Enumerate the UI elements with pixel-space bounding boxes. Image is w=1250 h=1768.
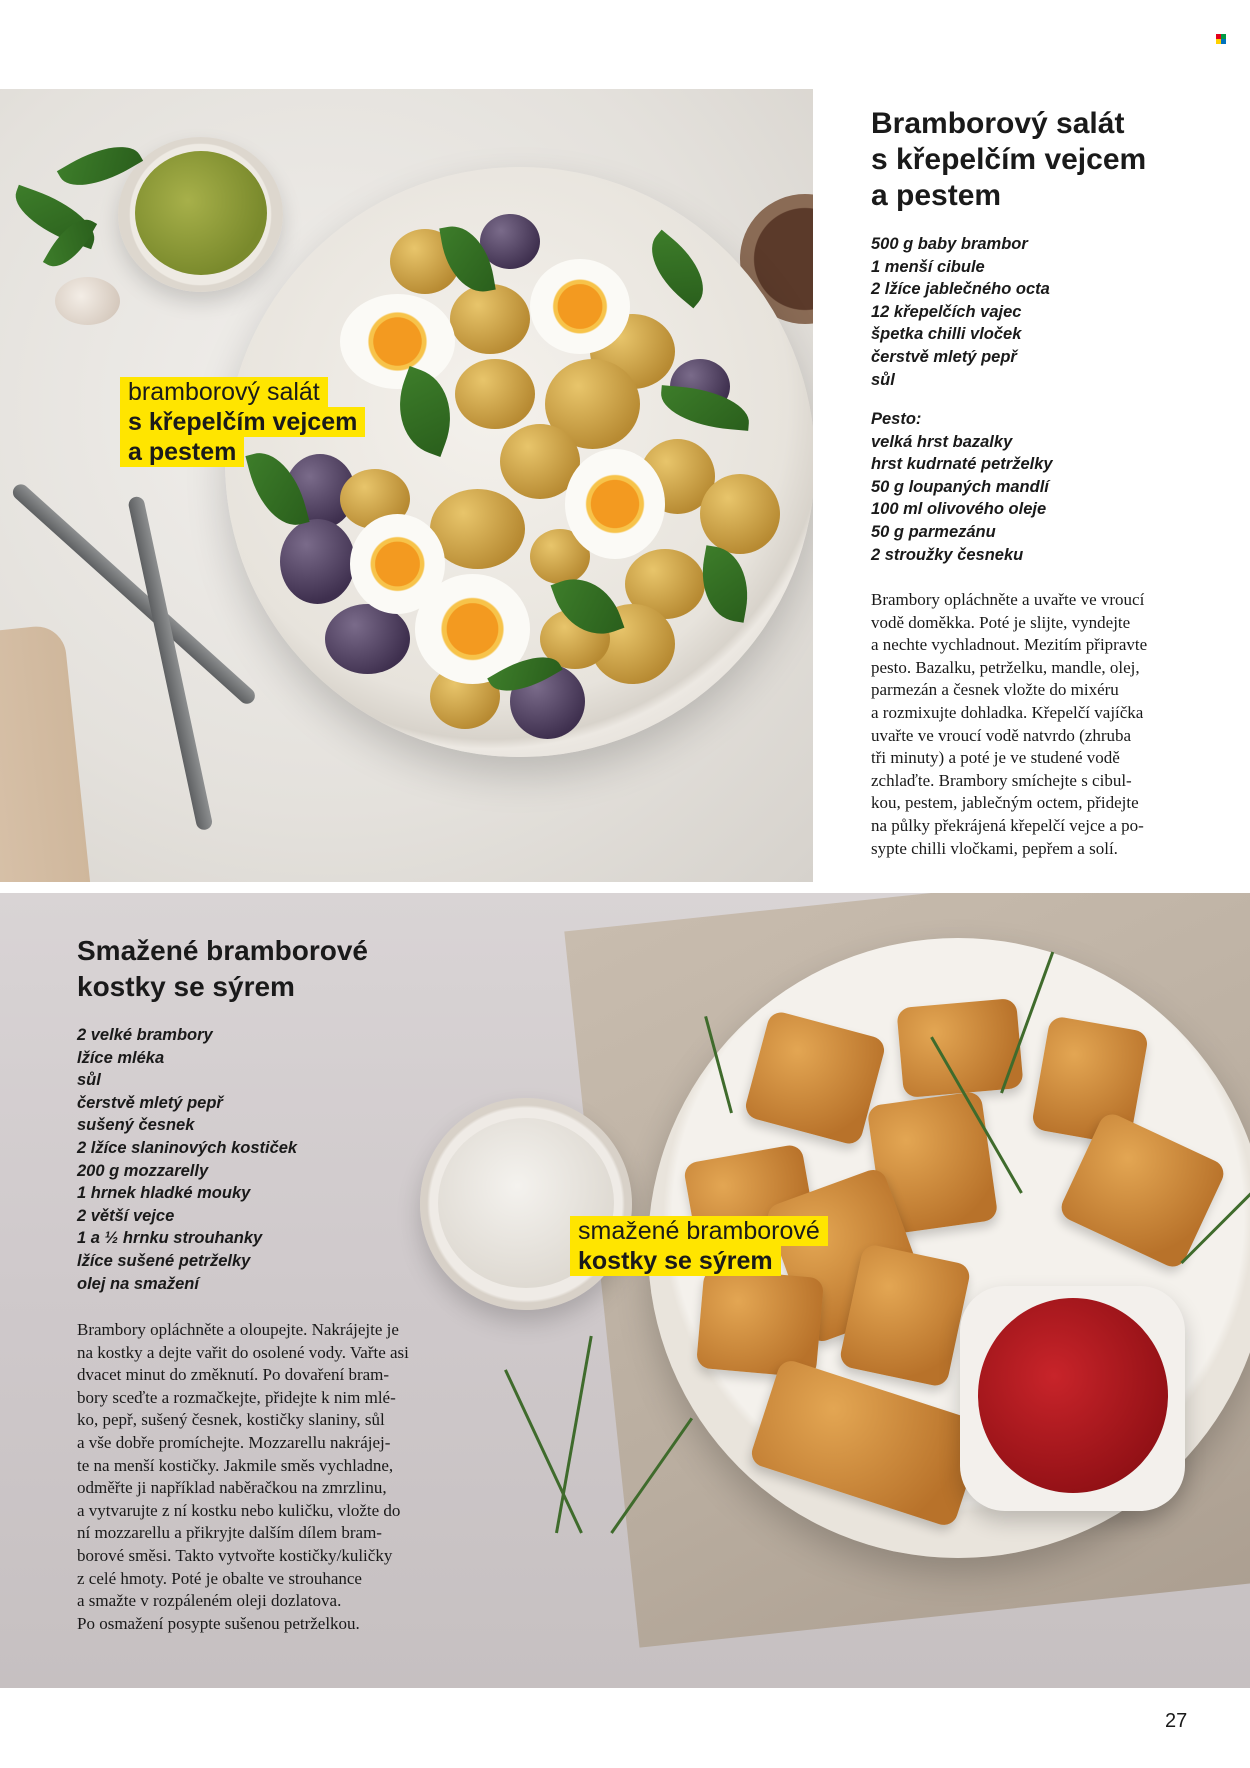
ingredient-item: 50 g loupaných mandlí bbox=[871, 477, 1049, 496]
method-line: vodě doměkka. Poté je slijte, vyndejte bbox=[871, 612, 1131, 632]
method-line: na půlky překrájená křepelčí vejce a po- bbox=[871, 815, 1144, 835]
photo-label-line-2: s křepelčím vejcem bbox=[120, 407, 365, 437]
photo-label-potato-salad bbox=[120, 377, 365, 467]
ingredient-item: hrst kudrnaté petrželky bbox=[871, 455, 1053, 474]
recipe-title-potato-salad: Bramborový salát s křepelčím vejcem a pestem bbox=[871, 107, 1147, 212]
method-line: uvařte ve vroucí vodě natvrdo (zhruba bbox=[871, 725, 1132, 745]
ingredient-item: sůl bbox=[871, 370, 895, 389]
ingredient-item: špetka chilli vloček bbox=[871, 325, 1022, 344]
ingredient-item: 2 lžíce jablečného octa bbox=[871, 280, 1050, 299]
page-number: 27 bbox=[1165, 1710, 1188, 1732]
recipe-title-potato-cubes: Smažené bramborové kostky se sýrem bbox=[77, 935, 368, 1002]
method-line: ko, pepř, sušený česnek, kostičky slaniny, sůl bbox=[77, 1410, 385, 1430]
ingredients-list bbox=[871, 233, 1231, 391]
method-line: a smažte v rozpáleném oleji dozlatova. bbox=[77, 1591, 342, 1611]
photo-label-line-2: kostky se sýrem bbox=[570, 1246, 781, 1276]
ingredient-item: 1 hrnek hladké mouky bbox=[77, 1184, 251, 1203]
ingredients-list bbox=[77, 1024, 477, 1295]
potato-salad-photo bbox=[0, 89, 813, 882]
ingredient-item: 2 větší vejce bbox=[77, 1206, 175, 1225]
ingredient-item: 100 ml olivového oleje bbox=[871, 500, 1047, 519]
photo-label-line-1: smažené bramborové bbox=[570, 1216, 828, 1246]
method-line: zchlaďte. Brambory smíchejte s cibul- bbox=[871, 770, 1132, 790]
ingredient-item: 1 a ½ hrnku strouhanky bbox=[77, 1229, 263, 1248]
ingredient-item: 50 g parmezánu bbox=[871, 522, 996, 541]
method-line: a vytvarujte z ní kostku nebo kuličku, vložte do bbox=[77, 1500, 401, 1520]
method-line: odměřte ji například naběračkou na zmrzlinu, bbox=[77, 1478, 387, 1498]
ingredient-item: lžíce mléka bbox=[77, 1048, 165, 1067]
method-line: a nechte vychladnout. Mezitím připravte bbox=[871, 635, 1148, 655]
method-line: Po osmažení posypte sušenou petrželkou. bbox=[77, 1613, 360, 1633]
method-line: kou, pestem, jablečným octem, přidejte bbox=[871, 793, 1139, 813]
ingredient-item: čerstvě mletý pepř bbox=[871, 347, 1017, 366]
ingredient-item: čerstvě mletý pepř bbox=[77, 1093, 223, 1112]
ingredient-item: 500 g baby brambor bbox=[871, 235, 1028, 253]
method-line: parmezán a česnek vložte do mixéru bbox=[871, 680, 1119, 700]
method-line: Brambory opláchněte a uvařte ve vroucí bbox=[871, 590, 1145, 609]
method-line: te na menší kostičky. Jakmile směs vychladne, bbox=[77, 1455, 394, 1475]
ingredient-item: 2 velké brambory bbox=[77, 1026, 213, 1044]
method-line: dvacet minut do změknutí. Po dovaření bram- bbox=[77, 1365, 390, 1385]
ingredient-item: velká hrst bazalky bbox=[871, 432, 1013, 451]
method-line: ní mozzarellu a přikryjte dalším dílem bram- bbox=[77, 1523, 382, 1543]
method-line: a rozmixujte dohladka. Křepelčí vajíčka bbox=[871, 702, 1144, 722]
brand-logo-icon bbox=[1216, 34, 1226, 44]
method-line: bory sceďte a rozmačkejte, přidejte k nim mlé- bbox=[77, 1387, 396, 1407]
method-line: tři minuty) a poté je ve studené vodě bbox=[871, 748, 1120, 768]
ingredient-item: 2 lžíce slaninových kostiček bbox=[77, 1138, 298, 1157]
pesto-ingredients-list bbox=[871, 408, 1231, 566]
ingredient-item: sůl bbox=[77, 1071, 101, 1090]
recipe-method-text bbox=[77, 1319, 455, 1635]
recipe-method-text bbox=[871, 589, 1191, 860]
method-line: z celé hmoty. Poté je obalte ve strouhance bbox=[77, 1568, 362, 1588]
method-line: pesto. Bazalku, petrželku, mandle, olej, bbox=[871, 657, 1140, 677]
ingredient-item: 200 g mozzarelly bbox=[77, 1161, 209, 1180]
method-line: borové směsi. Takto vytvořte kostičky/kuličky bbox=[77, 1545, 393, 1565]
method-line: sypte chilli vločkami, pepřem a solí. bbox=[871, 838, 1118, 858]
ingredient-item: 12 křepelčích vajec bbox=[871, 302, 1022, 321]
ingredient-item: 2 stroužky česneku bbox=[871, 545, 1024, 564]
method-line: na kostky a dejte vařit do osolené vody. Vařte asi bbox=[77, 1342, 409, 1362]
ingredient-item: lžíce sušené petrželky bbox=[77, 1251, 251, 1270]
photo-label-line-3: a pestem bbox=[120, 437, 244, 467]
ingredient-item: sušený česnek bbox=[77, 1116, 195, 1135]
ingredient-item: olej na smažení bbox=[77, 1274, 199, 1293]
ingredient-item: 1 menší cibule bbox=[871, 257, 985, 276]
method-line: a vše dobře promíchejte. Mozzarellu nakrájej- bbox=[77, 1432, 391, 1452]
method-line: Brambory opláchněte a oloupejte. Nakrájejte je bbox=[77, 1320, 399, 1339]
photo-label-potato-cubes bbox=[570, 1216, 828, 1276]
ingredient-heading: Pesto: bbox=[871, 410, 922, 428]
photo-label-line-1: bramborový salát bbox=[120, 377, 328, 407]
